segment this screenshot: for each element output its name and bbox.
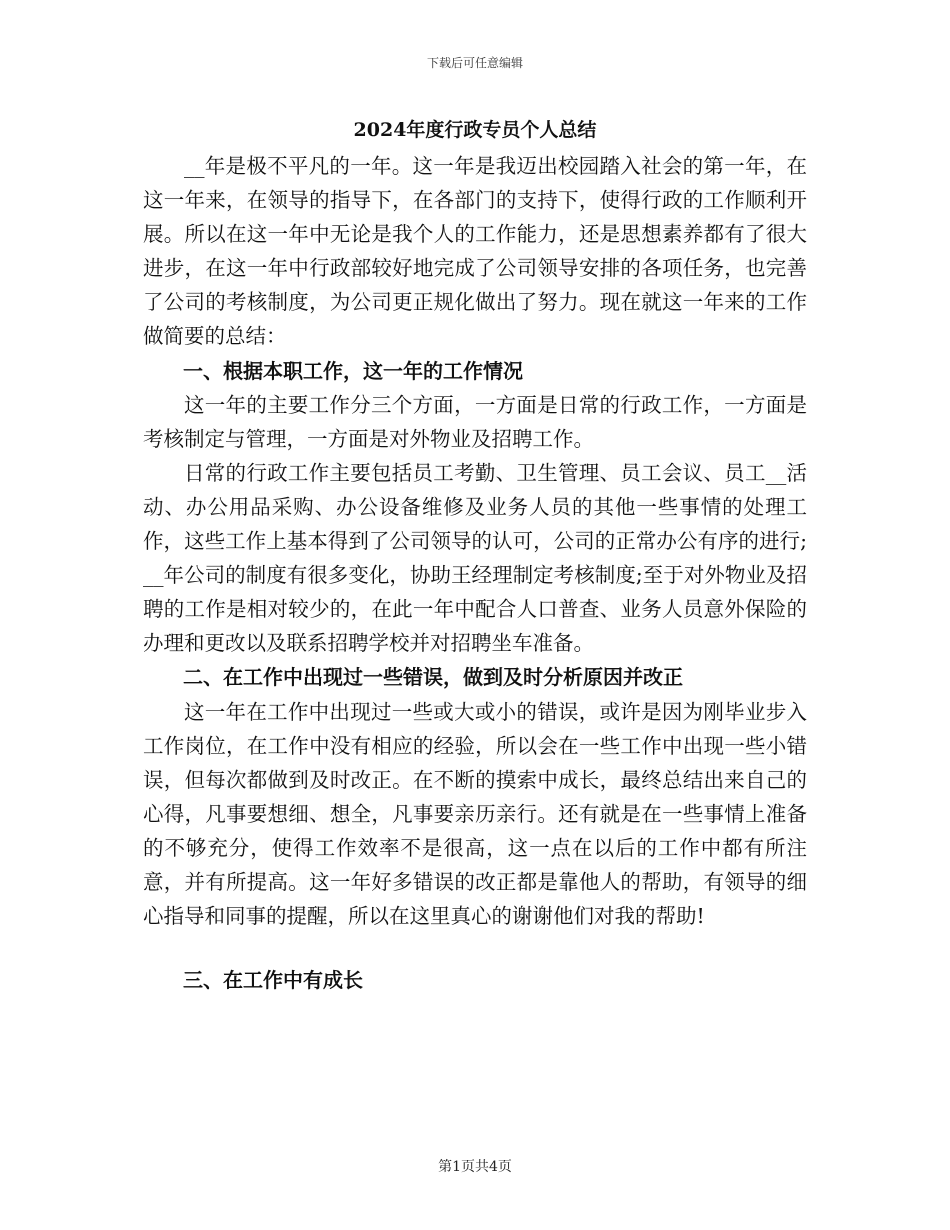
section-heading-2: 二、在工作中出现过一些错误，做到及时分析原因并改正 [183,665,683,690]
paragraph-daily-admin: 日常的行政工作主要包括员工考勤、卫生管理、员工会议、员工__活动、办公用品采购、办公设备维修及业务人员的其他一些事情的处理工作，这些工作上基本得到了公司领导的认可，公司的正常办公有序的进行;__年公司的制度有很多变化，协助王经理制定考核制度;至于对外物业及招聘的工作是相对较少的，在此一年中配合人口普查、业务人员意外保险的办理和更改以及联系招聘学校并对招聘坐车准备。 [143,460,807,656]
section-heading-3: 三、在工作中有成长 [183,968,363,993]
page-indicator: 第1页共4页 [438,1159,512,1175]
paragraph-work-overview: 这一年的主要工作分三个方面，一方面是日常的行政工作，一方面是考核制定与管理，一方面是对外物业及招聘工作。 [143,392,807,451]
paragraph-intro: __年是极不平凡的一年。这一年是我迈出校园踏入社会的第一年，在这一年来，在领导的指导下，在各部门的支持下，使得行政的工作顺利开展。所以在这一年中无论是我个人的工作能力，还是思想素养都有了很大进步，在这一年中行政部较好地完成了公司领导安排的各项任务，也完善了公司的考核制度，为公司更正规化做出了努力。现在就这一年来的工作做简要的总结： [143,154,807,349]
section-spacer [143,933,807,963]
page-title: 2024年度行政专员个人总结 [353,119,597,141]
paragraph-mistakes: 这一年在工作中出现过一些或大或小的错误，或许是因为刚毕业步入工作岗位，在工作中没有相应的经验，所以会在一些工作中出现一些小错误，但每次都做到及时改正。在不断的摸索中成长，最终总结出来自己的心得，凡事要想细、想全，凡事要亲历亲行。还有就是在一些事情上准备的不够充分，使得工作效率不是很高，这一点在以后的工作中都有所注意，并有所提高。这一年好多错误的改正都是靠他人的帮助，有领导的细心指导和同事的提醒，所以在这里真心的谢谢他们对我的帮助! [143,699,807,929]
header-note: 下载后可任意编辑 [426,56,523,70]
document-body [143,149,807,997]
section-heading-1: 一、根据本职工作，这一年的工作情况 [183,358,523,383]
